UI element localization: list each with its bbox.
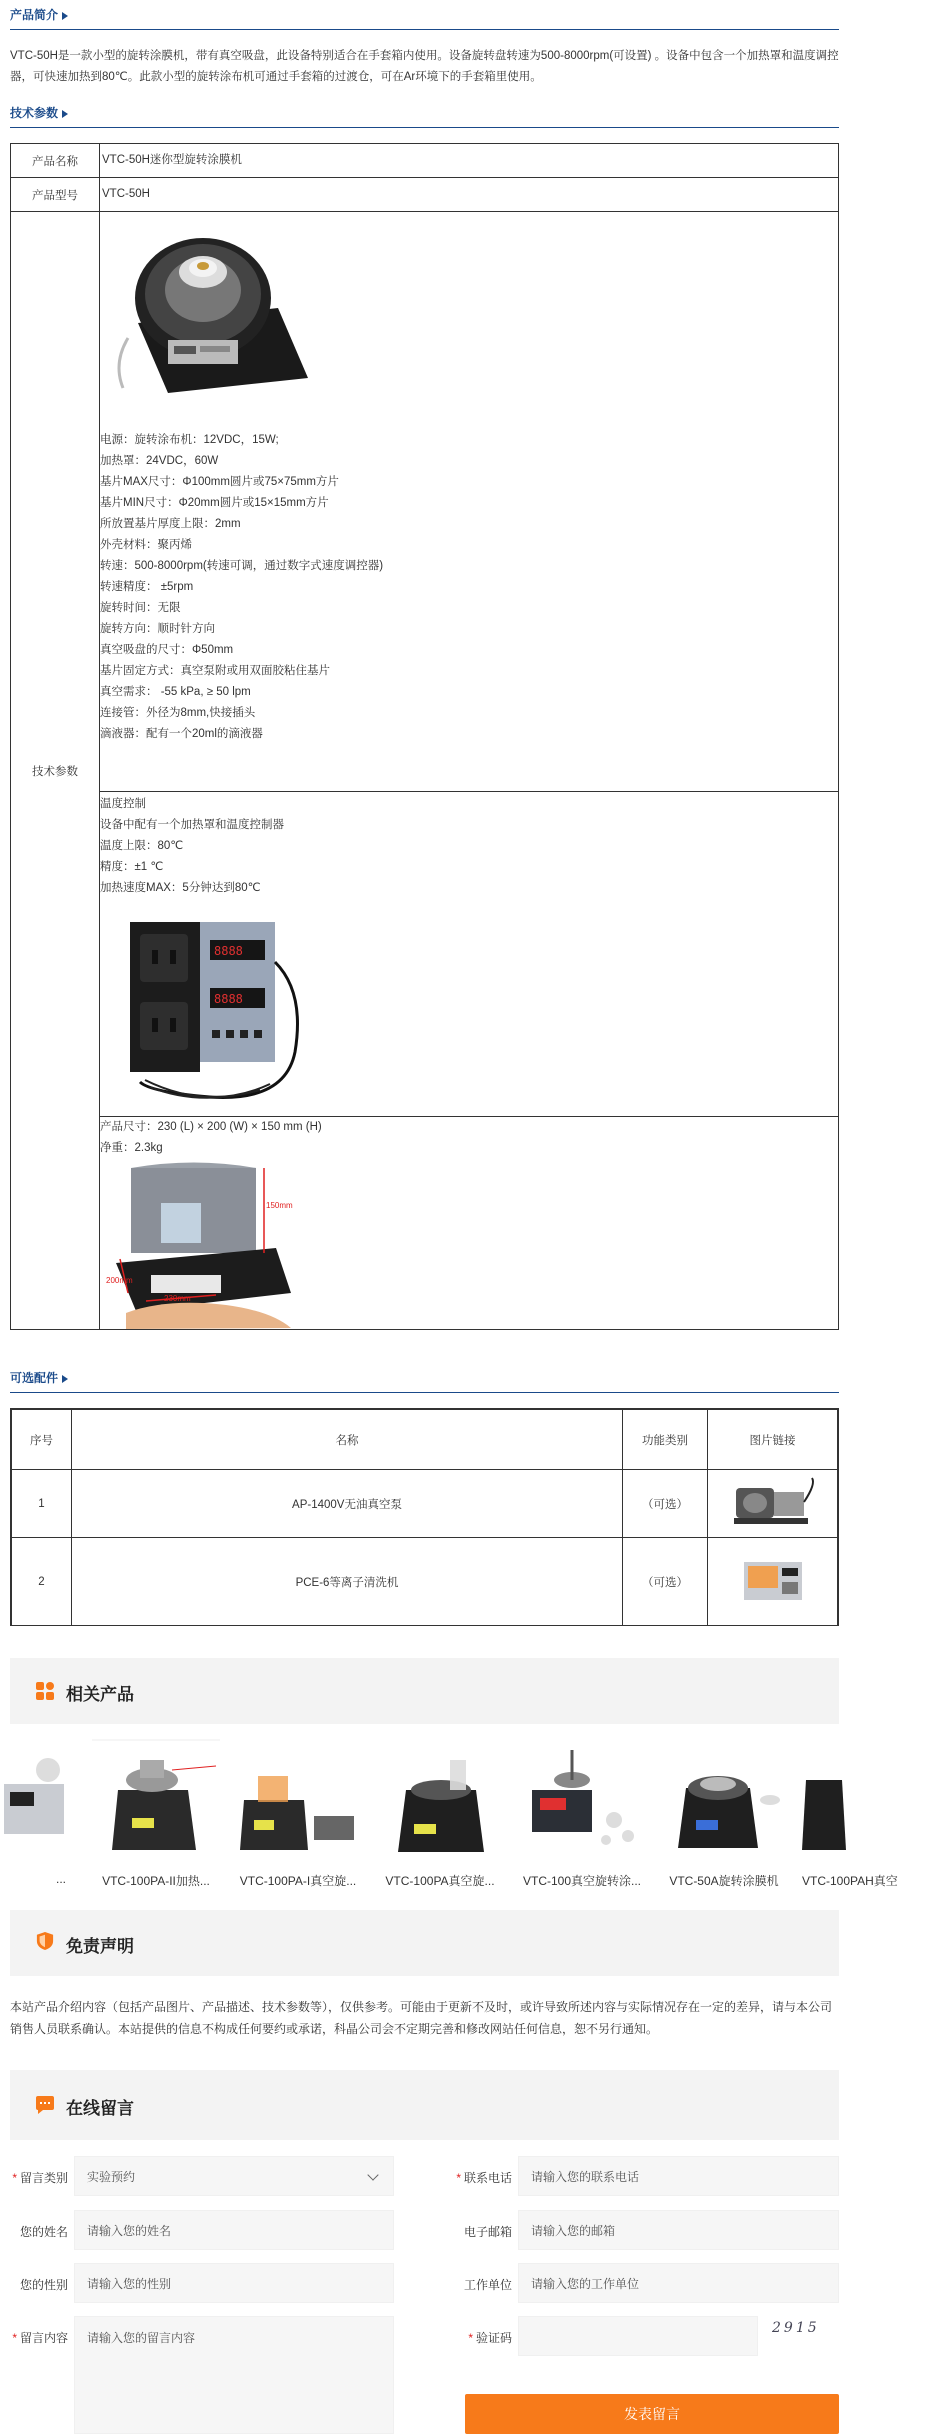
accessory-title: 可选配件 [10,1371,59,1385]
product-thumbnail[interactable] [0,1740,66,1858]
display-digits: 8888 [214,992,243,1006]
product-caption[interactable]: ... [55,1872,66,1886]
product-thumbnail[interactable] [376,1740,504,1858]
table-row [12,1470,838,1538]
intro-section-header [10,6,839,30]
triangle-right-icon [62,12,68,20]
spec-value: VTC-50H [102,188,150,200]
type-label: * 留言类别 [12,2171,68,2185]
gender-label: 您的性别 [19,2278,68,2292]
column-header: 图片链接 [708,1410,838,1470]
height-label: 150mm [266,1201,293,1210]
name-input[interactable]: 请输入您的姓名 [74,2210,394,2250]
message-type-value: 实验预约 [87,2169,136,2184]
product-caption[interactable]: VTC-100PA真空旋... [385,1874,495,1888]
accessory-table [10,1408,839,1626]
spin-spec-line: 所放置基片厚度上限：2mm [100,518,241,530]
spec-table [10,143,839,1330]
chevron-down-icon [367,2169,378,2180]
dimension-photo [106,1163,301,1329]
spin-spec-line: 基片MIN尺寸：Φ20mm圆片或15×15mm方片 [100,497,329,509]
related-product-card[interactable] [518,1740,646,1890]
related-products-carousel[interactable] [10,1740,898,1890]
spin-spec-line: 滴液器：配有一个20ml的滴液器 [100,728,263,740]
temp-spec-list [100,794,284,899]
accessory-section-header [10,1369,839,1393]
spin-spec-line: 旋转时间：无限 [100,602,181,614]
spec-label: 产品型号 [11,178,100,211]
company-label: 工作单位 [463,2278,512,2292]
product-caption[interactable]: VTC-100真空旋转涂... [522,1874,642,1888]
size-spec-line: 产品尺寸：230 (L) × 200 (W) × 150 mm (H) [100,1121,322,1133]
related-product-card[interactable] [92,1740,220,1890]
spec-label: 产品名称 [11,144,100,177]
spin-spec-line: 外壳材料：聚丙烯 [100,539,192,551]
message-header [10,2070,839,2140]
related-title: 相关产品 [66,1685,134,1704]
captcha-image[interactable]: 2915 [772,2320,820,2336]
spin-spec-line: 真空需求： -55 kPa, ≥ 50 lpm [100,686,251,698]
spec-value: VTC-50H迷你型旋转涂膜机 [102,154,242,166]
temp-spec-line: 加热速度MAX：5分钟达到80℃ [100,882,261,894]
product-thumbnail[interactable] [660,1740,788,1858]
related-product-card[interactable] [660,1740,788,1890]
size-block [100,1117,838,1329]
phone-label: * 联系电话 [456,2171,512,2185]
product-thumbnail[interactable] [92,1740,220,1858]
accessory-name: PCE-6等离子清洗机 [72,1538,623,1626]
spin-spec-line: 加热罩：24VDC，60W [100,455,219,467]
size-spec-list [100,1117,322,1159]
phone-input[interactable]: 请输入您的联系电话 [518,2156,839,2196]
accessory-type: （可选） [623,1470,708,1538]
temp-spec-line: 设备中配有一个加热罩和温度控制器 [100,819,284,831]
product-thumbnail[interactable] [234,1740,362,1858]
message-title: 在线留言 [66,2099,134,2118]
spec-title: 技术参数 [10,106,59,120]
disclaimer-title: 免责声明 [66,1937,134,1956]
triangle-right-icon [62,110,68,118]
column-header: 功能类别 [623,1410,708,1470]
spec-section-header [10,104,839,128]
product-thumbnail[interactable] [518,1740,646,1858]
spin-spec-line: 旋转方向：顺时针方向 [100,623,215,635]
intro-title: 产品简介 [10,8,59,22]
product-caption[interactable]: VTC-100PA-II加热... [102,1874,210,1888]
related-product-card[interactable] [234,1740,362,1890]
name-label: 您的姓名 [19,2225,68,2239]
spec-row-name [11,144,838,178]
spin-coater-block [100,212,838,792]
disclaimer-header [10,1910,839,1976]
chat-icon [36,2096,54,2114]
message-type-select[interactable] [74,2156,394,2196]
related-product-card[interactable] [0,1740,66,1890]
disclaimer-text: 本站产品介绍内容（包括产品图片、产品描述、技术参数等），仅供参考。可能由于更新不及时，或许导致所述内容与实际情况存在一定的差异，请与本公司销售人员联系确认。本站提供的信息不构成任何要约或承诺，科晶公司会不定期完善和修改网站任何信息，恕不另行通知。 [10,2000,833,2036]
captcha-input[interactable] [518,2316,758,2356]
column-header: 名称 [72,1410,623,1470]
size-spec-line: 净重：2.3kg [100,1142,163,1154]
plasma-cleaner-thumbnail[interactable] [738,1554,808,1606]
product-caption[interactable]: VTC-100PA-I真空旋... [239,1874,357,1888]
spin-spec-line: 电源：旋转涂布机：12VDC，15W; [100,434,279,446]
related-product-card[interactable] [802,1740,930,1890]
temp-spec-line: 温度控制 [100,798,146,810]
email-input[interactable]: 请输入您的邮箱 [518,2210,839,2250]
column-header: 序号 [12,1410,72,1470]
gender-input[interactable]: 请输入您的性别 [74,2263,394,2303]
accessory-name: AP-1400V无油真空泵 [72,1470,623,1538]
related-products-header [10,1658,839,1724]
display-digits: 8888 [214,944,243,958]
intro-text: VTC-50H是一款小型的旋转涂膜机，带有真空吸盘，此设备特别适合在手套箱内使用。设备旋转盘转速为500-8000rpm(可设置) 。设备中包含一个加热罩和温度调控器，可快速加热到80℃。此款小型的旋转涂布机可通过手套箱的过渡仓，可在Ar环境下的手套箱里使用。 [10,50,839,83]
spec-label: 技术参数 [11,212,100,1329]
company-input[interactable]: 请输入您的工作单位 [518,2263,839,2303]
spec-row-model [11,178,838,212]
row-number: 2 [12,1538,72,1626]
grid-icon [36,1682,54,1700]
accessory-header-row [12,1410,838,1470]
accessory-type: （可选） [623,1538,708,1626]
spin-spec-line: 连接管：外径为8mm,快接插头 [100,707,256,719]
temp-spec-line: 温度上限：80℃ [100,840,184,852]
captcha-label: * 验证码 [468,2331,512,2345]
temperature-controller-photo [120,902,320,1112]
spec-row-tech [11,212,838,1329]
shield-icon [36,1932,54,1950]
spin-spec-line: 转速：500-8000rpm(转速可调，通过数字式速度调控器) [100,560,384,572]
accessory-image-cell[interactable] [708,1538,838,1626]
product-thumbnail[interactable] [802,1740,930,1858]
content-label: * 留言内容 [12,2331,68,2345]
spin-coater-photo [108,228,313,393]
length-label: 230mm [164,1294,191,1303]
spin-spec-line: 基片固定方式：真空泵附或用双面胶粘住基片 [100,665,330,677]
vacuum-pump-thumbnail[interactable] [728,1474,818,1530]
content-textarea[interactable]: 请输入您的留言内容 [74,2316,394,2434]
row-number: 1 [12,1470,72,1538]
spin-spec-line: 真空吸盘的尺寸：Φ50mm [100,644,234,656]
temperature-block [100,792,838,1117]
submit-message-button[interactable]: 发表留言 [465,2394,839,2434]
table-row [12,1538,838,1626]
width-label: 200mm [106,1276,133,1285]
spin-spec-list [100,430,383,745]
product-caption[interactable]: VTC-100PAH真空 [802,1874,898,1888]
spin-spec-line: 转速精度： ±5rpm [100,581,194,593]
spin-spec-line: 基片MAX尺寸：Φ100mm圆片或75×75mm方片 [100,476,339,488]
temp-spec-line: 精度：±1 ℃ [100,861,164,873]
email-label: 电子邮箱 [463,2225,512,2239]
accessory-image-cell[interactable] [708,1470,838,1538]
related-product-card[interactable] [376,1740,504,1890]
product-caption[interactable]: VTC-50A旋转涂膜机 [669,1874,779,1888]
triangle-right-icon [62,1375,68,1383]
